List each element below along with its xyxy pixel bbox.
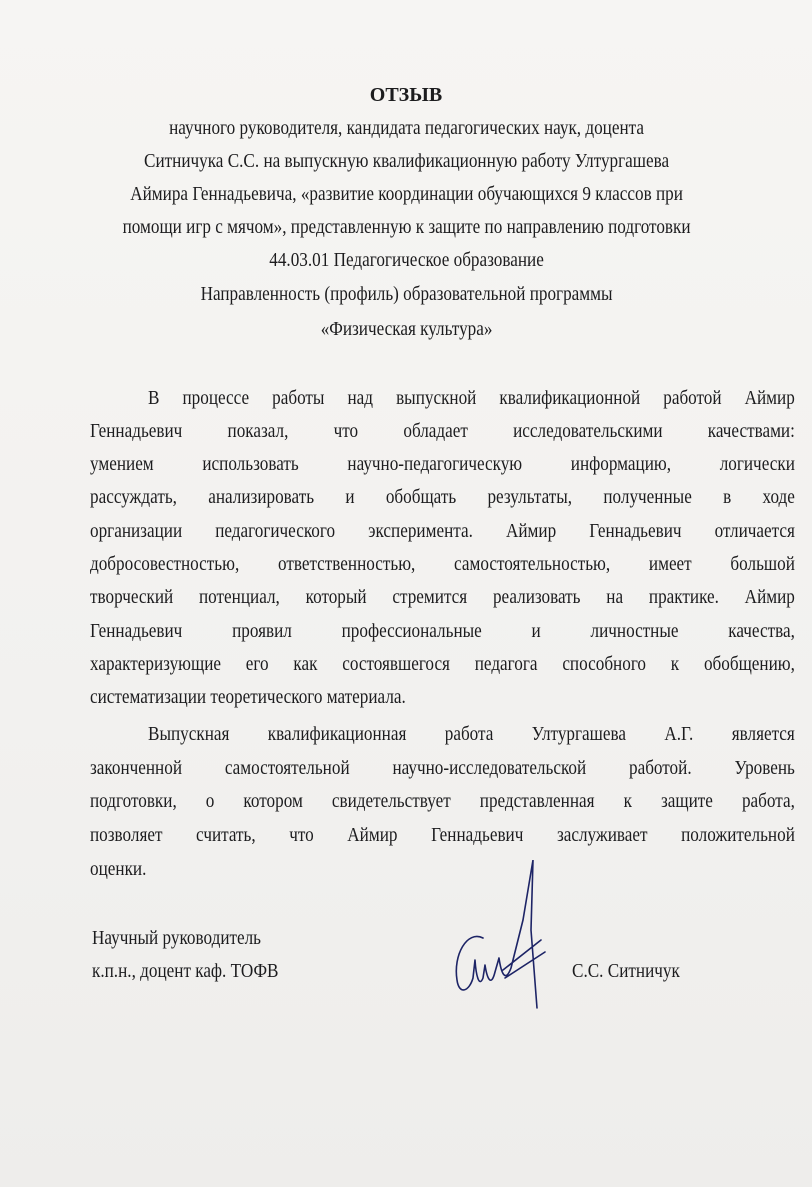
header-line: 44.03.01 Педагогическое образование	[269, 250, 544, 271]
header-line: научного руководителя, кандидата педагогических наук, доцента	[169, 118, 644, 139]
paragraph-line: позволяет считать, что Аймир Геннадьевич заслуживает положительной	[90, 825, 795, 846]
paragraph-line: умением использовать научно-педагогическую информацию, логически	[90, 454, 795, 475]
signer-role: Научный руководитель	[92, 928, 262, 949]
paragraph-line: подготовки, о котором свидетельствует представленная к защите работа,	[90, 791, 795, 812]
signer-position: к.п.н., доцент каф. ТОФВ	[92, 961, 279, 982]
header-line: помощи игр с мячом», представленную к защите по направлению подготовки	[122, 217, 691, 238]
signer-name: С.С. Ситничук	[572, 961, 680, 982]
header-line: Направленность (профиль) образовательной программы	[200, 284, 613, 305]
paragraph-line: оценки.	[90, 859, 147, 880]
document-title: ОТЗЫВ	[369, 84, 443, 106]
paragraph-line: организации педагогического эксперимента. Аймир Геннадьевич отличается	[90, 521, 795, 542]
paragraph-line: характеризующие его как состоявшегося педагога способного к обобщению,	[90, 654, 795, 675]
paragraph-line: Геннадьевич показал, что обладает исследовательскими качествами:	[90, 421, 795, 442]
header-line: «Физическая культура»	[320, 319, 493, 340]
paragraph-line: рассуждать, анализировать и обобщать результаты, полученные в ходе	[90, 487, 795, 508]
paragraph-line: В процессе работы над выпускной квалификационной работой Аймир	[148, 388, 795, 409]
paragraph-line: творческий потенциал, который стремится реализовать на практике. Аймир	[90, 587, 795, 608]
paragraph-line: законченной самостоятельной научно-исследовательской работой. Уровень	[90, 758, 795, 779]
header-line: Аймира Геннадьевича, «развитие координации обучающихся 9 классов при	[130, 184, 683, 205]
handwritten-signature	[445, 860, 555, 1010]
paragraph-line: систематизации теоретического материала.	[90, 687, 406, 708]
paragraph-line: Геннадьевич проявил профессиональные и личностные качества,	[90, 621, 795, 642]
paragraph-line: Выпускная квалификационная работа Ултургашева А.Г. является	[148, 724, 795, 745]
paragraph-line: добросовестностью, ответственностью, самостоятельностью, имеет большой	[90, 554, 795, 575]
header-line: Ситничука С.С. на выпускную квалификационную работу Ултургашева	[144, 151, 670, 172]
